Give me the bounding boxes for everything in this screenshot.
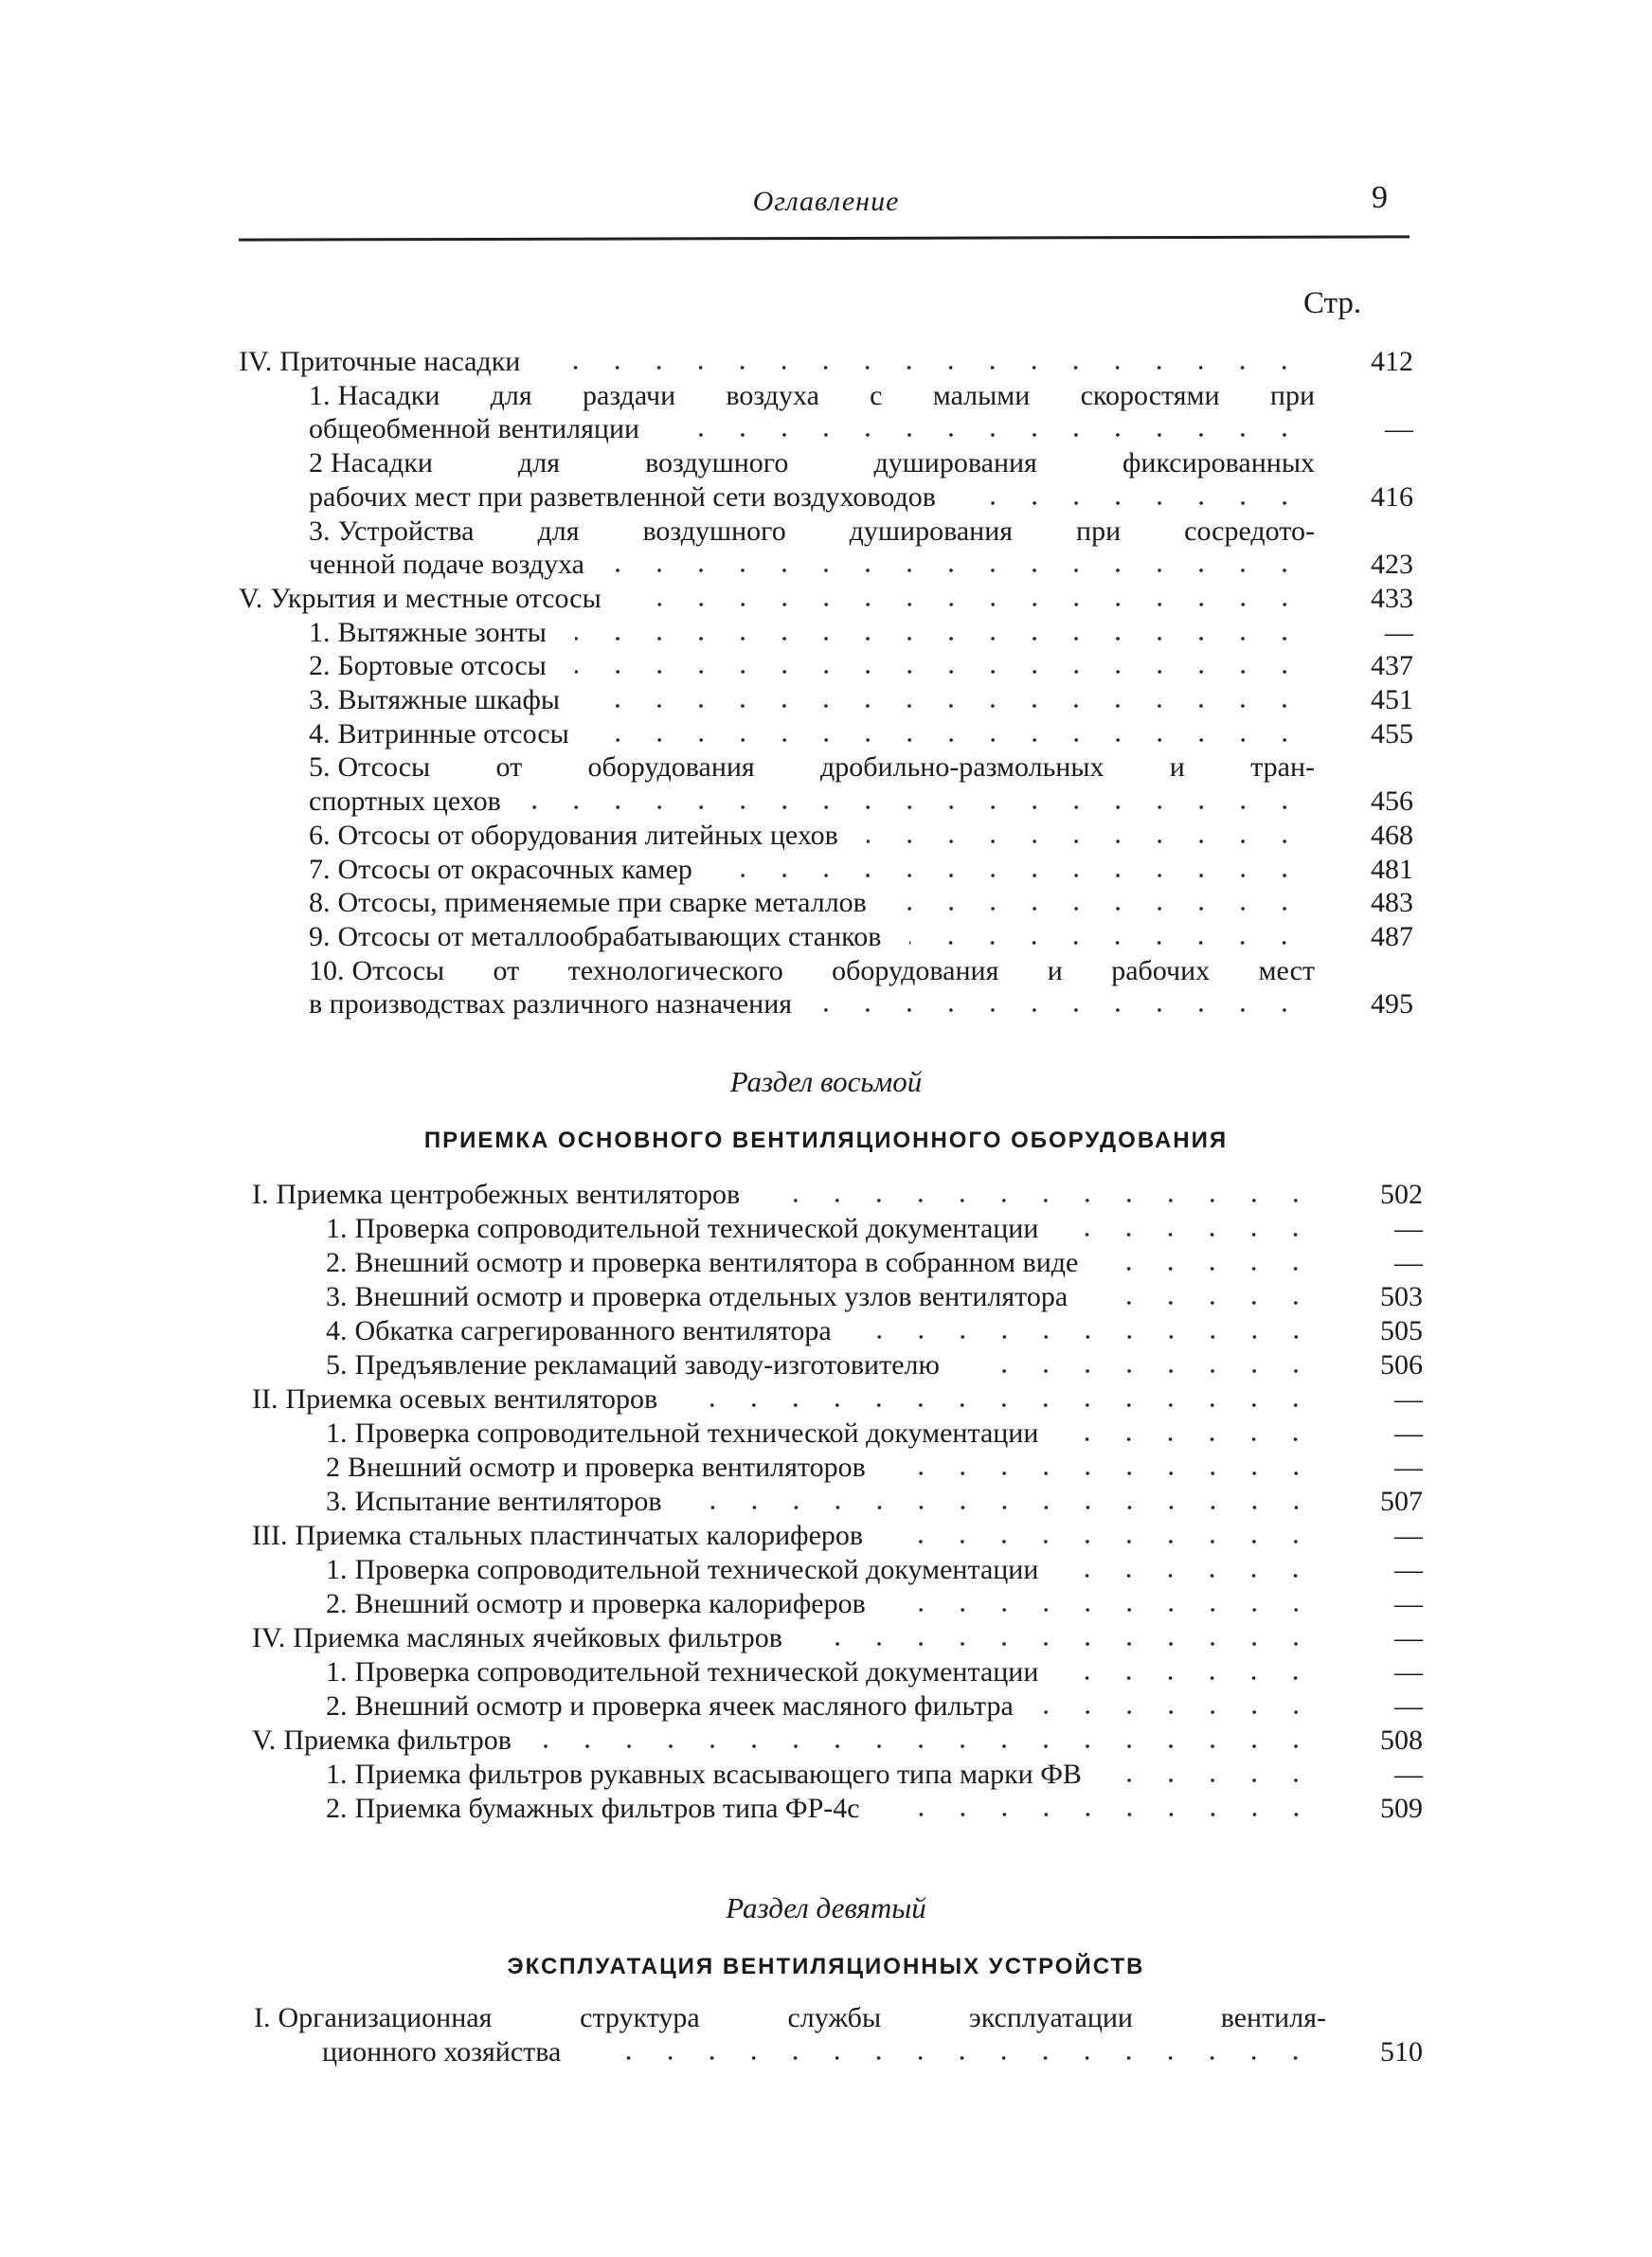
entry-title: Приемка осевых вентиляторов bbox=[285, 1383, 658, 1415]
entry-number: I. bbox=[254, 2002, 271, 2033]
entry-title: Отсосы от оборудования литейных цехов bbox=[337, 819, 838, 851]
entry-title: Витринные отсосы bbox=[337, 717, 569, 749]
entry-title: Отсосы от металлообрабатывающих станков bbox=[337, 920, 882, 952]
entry-title: Предъявление рекламаций заводу-изготовителю bbox=[354, 1349, 940, 1381]
toc-entry-line bbox=[0, 853, 1652, 887]
entry-page-number: 416 bbox=[1371, 480, 1413, 513]
toc-entry-line bbox=[0, 2001, 1652, 2035]
entry-page-number: 481 bbox=[1371, 853, 1413, 885]
entry-number: 5. bbox=[309, 751, 331, 784]
page-number: 9 bbox=[1372, 180, 1388, 215]
entry-text bbox=[309, 412, 1315, 446]
entry-title: ционного хозяйства bbox=[322, 2036, 562, 2067]
entry-number: 2. bbox=[309, 650, 331, 682]
entry-title: в производствах различного назначения bbox=[309, 988, 793, 1020]
entry-page-number: — bbox=[1394, 1452, 1423, 1483]
entry-page-number: 487 bbox=[1371, 920, 1413, 952]
section-label: Раздел девятый bbox=[726, 1891, 926, 1924]
entry-text bbox=[252, 1178, 1326, 1212]
entry-number: 10. bbox=[309, 954, 345, 986]
entry-text bbox=[309, 954, 1315, 988]
toc-entry-line bbox=[0, 785, 1652, 819]
entry-page-number: 507 bbox=[1380, 1486, 1423, 1517]
dot-leader bbox=[1067, 1233, 1317, 1237]
entry-number: 1. bbox=[309, 616, 331, 648]
entry-page-number: 510 bbox=[1380, 2036, 1423, 2067]
toc-entry-line bbox=[0, 345, 1652, 379]
dot-leader bbox=[630, 603, 1305, 606]
entry-page-number: 456 bbox=[1371, 785, 1413, 818]
entry-number: 2. bbox=[326, 1247, 348, 1278]
entry-number: 3. bbox=[326, 1281, 348, 1312]
pages-column-label: Стр. bbox=[1303, 286, 1362, 320]
entry-text bbox=[326, 1689, 1326, 1724]
entry-text bbox=[326, 1348, 1326, 1382]
section-title: ЭКСПЛУАТАЦИЯ ВЕНТИЛЯЦИОННЫХ УСТРОЙСТВ bbox=[507, 1954, 1145, 1979]
running-title: Оглавление bbox=[752, 186, 900, 217]
entry-title: Проверка сопроводительной технической документации bbox=[354, 1554, 1039, 1585]
dot-leader bbox=[686, 1403, 1317, 1407]
entry-title: ченной подаче воздуха bbox=[309, 549, 584, 581]
entry-title: Бортовые отсосы bbox=[337, 650, 547, 682]
entry-number: 2 bbox=[326, 1452, 340, 1483]
entry-page-number: — bbox=[1394, 1588, 1423, 1619]
entry-page-number: 509 bbox=[1380, 1793, 1423, 1824]
toc-entry-line bbox=[0, 2035, 1652, 2069]
entry-text bbox=[309, 920, 1315, 954]
entry-page-number: — bbox=[1394, 1622, 1423, 1653]
entry-title: Внешний осмотр и проверка вентилятора в собранном виде bbox=[354, 1247, 1079, 1278]
toc-entry-line bbox=[0, 649, 1652, 683]
entry-number: 1. bbox=[326, 1554, 348, 1585]
toc-entry-line bbox=[0, 1553, 1652, 1587]
toc-entry-line bbox=[0, 920, 1652, 954]
toc-entry-line bbox=[0, 1758, 1652, 1792]
entry-title: Приемка масляных ячейковых фильтров bbox=[293, 1622, 782, 1653]
entry-number: IV. bbox=[252, 1622, 286, 1653]
entry-text bbox=[326, 1246, 1326, 1280]
entry-text bbox=[326, 1587, 1326, 1621]
entry-text bbox=[326, 1280, 1326, 1314]
dot-leader bbox=[860, 1335, 1317, 1339]
entry-number: 3. bbox=[309, 684, 331, 715]
dot-leader bbox=[548, 366, 1305, 370]
dot-leader bbox=[1096, 1301, 1317, 1305]
entry-number: 1. bbox=[326, 1759, 348, 1790]
dot-leader bbox=[1106, 1267, 1317, 1271]
toc-entry-line bbox=[0, 1417, 1652, 1451]
entry-number: 2. bbox=[326, 1690, 348, 1722]
entry-text bbox=[252, 1724, 1326, 1758]
toc-entry-line bbox=[0, 886, 1652, 920]
entry-page-number: 506 bbox=[1380, 1349, 1423, 1381]
entry-number: 1. bbox=[326, 1213, 348, 1244]
entry-page-number: — bbox=[1385, 616, 1413, 648]
toc-entry-line bbox=[0, 379, 1652, 413]
dot-leader bbox=[1067, 1574, 1317, 1578]
entry-number: 4. bbox=[326, 1315, 348, 1346]
entry-text bbox=[309, 548, 1315, 582]
toc-entry-line bbox=[0, 1792, 1652, 1826]
entry-text bbox=[309, 649, 1315, 683]
entry-text bbox=[326, 1485, 1326, 1519]
entry-number: 2 bbox=[309, 447, 323, 479]
toc-entry-line bbox=[0, 1314, 1652, 1348]
entry-number: 6. bbox=[309, 819, 331, 851]
dot-leader bbox=[575, 670, 1305, 674]
toc-entry-line bbox=[0, 1587, 1652, 1621]
section-label: Раздел восьмой bbox=[729, 1065, 923, 1098]
entry-text bbox=[309, 379, 1315, 413]
entry-page-number: 451 bbox=[1371, 684, 1413, 715]
dot-leader bbox=[964, 501, 1305, 505]
entry-title: Приемка стальных пластинчатых калориферов bbox=[295, 1520, 864, 1551]
entry-title: Вытяжные шкафы bbox=[337, 684, 561, 715]
entry-number: V. bbox=[239, 582, 263, 614]
entry-title: Насадки для воздушного душирования фиксированных bbox=[331, 447, 1315, 479]
entry-text bbox=[309, 683, 1315, 717]
entry-number: 3. bbox=[326, 1486, 348, 1517]
entry-number: 8. bbox=[309, 887, 331, 919]
toc-entry-line bbox=[0, 582, 1652, 616]
entry-title: Приемка центробежных вентиляторов bbox=[276, 1179, 741, 1210]
entry-page-number: 412 bbox=[1371, 346, 1413, 377]
entry-number: 9. bbox=[309, 920, 331, 952]
header-rule bbox=[239, 235, 1410, 241]
entry-title: Устройства для воздушного душирования при сосредото- bbox=[337, 515, 1315, 547]
entry-page-number: 455 bbox=[1371, 717, 1413, 749]
entry-number: 5. bbox=[326, 1349, 348, 1381]
toc-entry-line bbox=[0, 750, 1652, 785]
entry-title: Отсосы от окрасочных камер bbox=[337, 853, 692, 885]
entry-page-number: — bbox=[1394, 1554, 1423, 1585]
entry-title: Вытяжные зонты bbox=[337, 616, 547, 648]
entry-title: Испытание вентиляторов bbox=[354, 1486, 662, 1517]
toc-entry-line bbox=[0, 819, 1652, 853]
toc-entry-line bbox=[0, 1621, 1652, 1655]
entry-page-number: — bbox=[1394, 1520, 1423, 1551]
entry-text bbox=[326, 1451, 1326, 1485]
dot-leader bbox=[820, 1008, 1305, 1012]
entry-page-number: 502 bbox=[1380, 1179, 1423, 1210]
entry-text bbox=[309, 446, 1315, 480]
toc-entry-line bbox=[0, 1382, 1652, 1417]
dot-leader bbox=[968, 1369, 1317, 1373]
entry-title: Проверка сопроводительной технической документации bbox=[354, 1417, 1039, 1449]
entry-text bbox=[326, 1417, 1326, 1451]
entry-page-number: 495 bbox=[1371, 988, 1413, 1020]
entry-title: Отсосы, применяемые при сварке металлов bbox=[337, 887, 867, 919]
entry-text bbox=[309, 987, 1315, 1021]
toc-entry-line bbox=[0, 954, 1652, 988]
entry-page-number: 503 bbox=[1380, 1281, 1423, 1312]
dot-leader bbox=[598, 738, 1305, 742]
entry-page-number: 433 bbox=[1371, 582, 1413, 614]
entry-text bbox=[309, 886, 1315, 920]
toc-entry-line bbox=[0, 1689, 1652, 1724]
entry-text bbox=[252, 1621, 1326, 1655]
entry-number: IV. bbox=[239, 346, 273, 377]
entry-page-number: 508 bbox=[1380, 1724, 1423, 1756]
toc-entry-line bbox=[0, 412, 1652, 446]
entry-page-number: — bbox=[1394, 1690, 1423, 1722]
entry-page-number: — bbox=[1394, 1417, 1423, 1449]
entry-title: Проверка сопроводительной технической документации bbox=[354, 1656, 1039, 1688]
entry-text bbox=[326, 1212, 1326, 1246]
entry-text bbox=[326, 1314, 1326, 1348]
dot-leader bbox=[530, 805, 1305, 809]
entry-title: Проверка сопроводительной технической документации bbox=[354, 1213, 1039, 1244]
entry-page-number: 468 bbox=[1371, 819, 1413, 851]
entry-text bbox=[239, 582, 1315, 616]
entry-number: V. bbox=[252, 1724, 277, 1756]
toc-entry-line bbox=[0, 1246, 1652, 1280]
entry-text bbox=[322, 2035, 1326, 2069]
entry-title: рабочих мест при разветвленной сети воздуховодов bbox=[309, 480, 936, 513]
entry-text bbox=[239, 345, 1315, 379]
entry-page-number: — bbox=[1394, 1213, 1423, 1244]
entry-title: Внешний осмотр и проверка калориферов bbox=[354, 1588, 866, 1619]
dot-leader bbox=[1067, 1676, 1317, 1680]
entry-text bbox=[309, 750, 1315, 785]
toc-entry-line bbox=[0, 717, 1652, 751]
dot-leader bbox=[588, 704, 1305, 708]
dot-leader bbox=[1110, 1779, 1317, 1782]
entry-number: I. bbox=[252, 1179, 269, 1210]
entry-text bbox=[254, 2001, 1326, 2035]
entry-title: Насадки для раздачи воздуха с малыми скоростями при bbox=[337, 379, 1315, 411]
toc-entry-line bbox=[0, 1212, 1652, 1246]
entry-text bbox=[309, 515, 1315, 549]
entry-text bbox=[252, 1382, 1326, 1417]
entry-title: спортных цехов bbox=[309, 785, 501, 818]
entry-number: 1. bbox=[326, 1417, 348, 1449]
toc-entry-line bbox=[0, 1348, 1652, 1382]
toc-entry-line bbox=[0, 616, 1652, 650]
entry-page-number: 437 bbox=[1371, 650, 1413, 682]
dot-leader bbox=[575, 637, 1305, 641]
entry-number: 1. bbox=[309, 379, 331, 411]
entry-title: Отсосы от технологического оборудования и рабочих мест bbox=[351, 954, 1315, 986]
dot-leader bbox=[768, 1199, 1317, 1202]
dot-leader bbox=[895, 907, 1305, 911]
toc-entry-line bbox=[0, 683, 1652, 717]
entry-title: Приточные насадки bbox=[279, 346, 521, 377]
dot-leader bbox=[613, 569, 1305, 572]
entry-text bbox=[326, 1553, 1326, 1587]
toc-entry-line bbox=[0, 1485, 1652, 1519]
entry-number: 2. bbox=[326, 1793, 348, 1824]
toc-entry-line bbox=[0, 1280, 1652, 1314]
dot-leader bbox=[891, 1540, 1317, 1544]
entry-text bbox=[252, 1519, 1326, 1553]
entry-title: Приемка фильтров bbox=[283, 1724, 512, 1756]
entry-number: III. bbox=[252, 1520, 288, 1551]
toc-entry-line bbox=[0, 1178, 1652, 1212]
dot-leader bbox=[894, 1472, 1317, 1475]
dot-leader bbox=[867, 840, 1305, 843]
entry-number: 2. bbox=[326, 1588, 348, 1619]
toc-entry-line bbox=[0, 1519, 1652, 1553]
entry-title: Организационная структура службы эксплуатации вентиля- bbox=[278, 2002, 1326, 2033]
toc-entry-line bbox=[0, 480, 1652, 515]
entry-text bbox=[326, 1655, 1326, 1689]
entry-text bbox=[309, 616, 1315, 650]
toc-entry-line bbox=[0, 1724, 1652, 1758]
entry-text bbox=[309, 819, 1315, 853]
dot-leader bbox=[540, 1744, 1317, 1748]
dot-leader bbox=[589, 2056, 1317, 2060]
entry-title: Укрытия и местные отсосы bbox=[270, 582, 602, 614]
dot-leader bbox=[691, 1506, 1317, 1509]
entry-text bbox=[326, 1792, 1326, 1826]
entry-title: Внешний осмотр и проверка вентиляторов bbox=[348, 1452, 866, 1483]
entry-page-number: — bbox=[1394, 1247, 1423, 1278]
entry-page-number: 505 bbox=[1380, 1315, 1423, 1346]
entry-text bbox=[309, 717, 1315, 751]
entry-text bbox=[309, 480, 1315, 515]
toc-entry-line bbox=[0, 987, 1652, 1021]
entry-page-number: — bbox=[1394, 1759, 1423, 1790]
dot-leader bbox=[894, 1608, 1317, 1612]
entry-page-number: — bbox=[1394, 1656, 1423, 1688]
toc-entry-line bbox=[0, 446, 1652, 480]
entry-text bbox=[326, 1758, 1326, 1792]
entry-title: Обкатка сагрегированного вентилятора bbox=[354, 1315, 832, 1346]
entry-number: 3. bbox=[309, 515, 331, 547]
entry-page-number: — bbox=[1394, 1383, 1423, 1415]
entry-title: Внешний осмотр и проверка отдельных узлов вентилятора bbox=[354, 1281, 1068, 1312]
entry-title: Отсосы от оборудования дробильно-размольных и тран- bbox=[337, 751, 1315, 784]
toc-entry-line bbox=[0, 1451, 1652, 1485]
section-title: ПРИЕМКА ОСНОВНОГО ВЕНТИЛЯЦИОННОГО ОБОРУДОВАНИЯ bbox=[423, 1128, 1229, 1153]
entry-number: II. bbox=[252, 1383, 278, 1415]
toc-entry-line bbox=[0, 548, 1652, 582]
entry-page-number: 483 bbox=[1371, 887, 1413, 919]
dot-leader bbox=[811, 1642, 1317, 1646]
entry-title: Приемка бумажных фильтров типа ФР-4с bbox=[354, 1793, 860, 1824]
dot-leader bbox=[909, 941, 1305, 945]
entry-number: 7. bbox=[309, 853, 331, 885]
entry-title: Приемка фильтров рукавных всасывающего типа марки ФВ bbox=[354, 1759, 1082, 1790]
toc-entry-line bbox=[0, 515, 1652, 549]
dot-leader bbox=[889, 1813, 1317, 1816]
entry-title: Внешний осмотр и проверка ячеек масляного фильтра bbox=[354, 1690, 1014, 1722]
entry-number: 4. bbox=[309, 717, 331, 749]
entry-text bbox=[309, 853, 1315, 887]
dot-leader bbox=[1067, 1437, 1317, 1441]
dot-leader bbox=[721, 874, 1305, 877]
entry-title: общеобменной вентиляции bbox=[309, 413, 640, 445]
dot-leader bbox=[1042, 1710, 1317, 1714]
entry-page-number: 423 bbox=[1371, 549, 1413, 581]
entry-page-number: — bbox=[1385, 413, 1413, 445]
toc-entry-line bbox=[0, 1655, 1652, 1689]
dot-leader bbox=[668, 433, 1305, 437]
entry-number: 1. bbox=[326, 1656, 348, 1688]
entry-text bbox=[309, 785, 1315, 819]
